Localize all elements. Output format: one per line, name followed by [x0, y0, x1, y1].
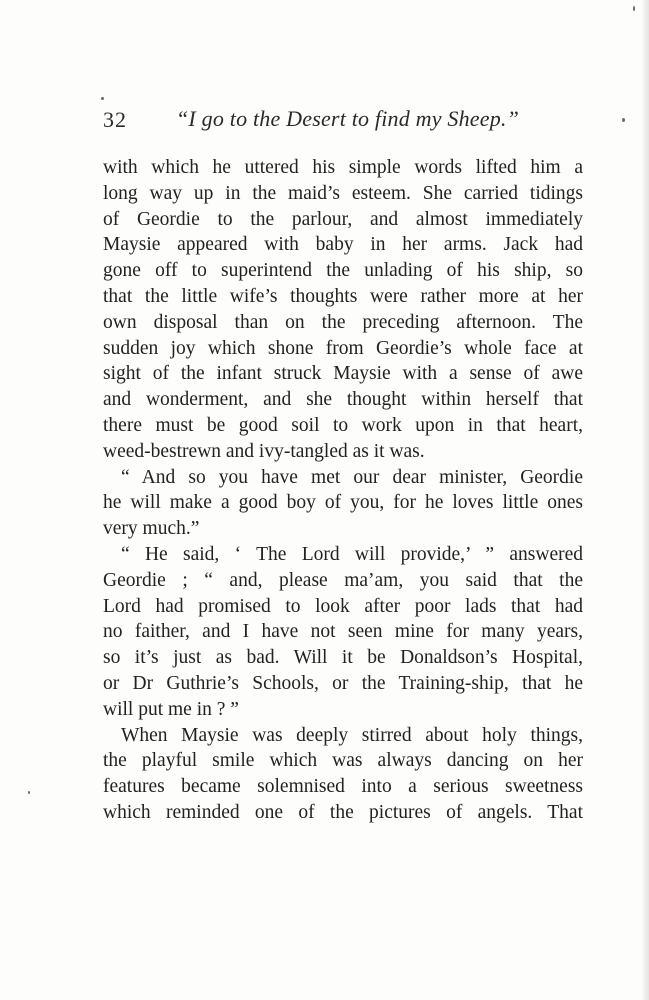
- text-line: so it’s just as bad. Will it be Donaldson’s Hospital,: [103, 647, 583, 669]
- text-line: sudden joy which shone from Geordie’s whole face at: [103, 337, 583, 359]
- text-line: very much.”: [103, 518, 200, 540]
- text-line: he will make a good boy of you, for he loves little ones: [103, 492, 583, 514]
- paper-speck: [101, 97, 104, 100]
- text-line: with which he uttered his simple words lifted him a: [103, 157, 583, 178]
- text-line: weed-bestrewn and ivy-tangled as it was.: [103, 440, 425, 462]
- text-line: long way up in the maid’s esteem. She carried tidings: [103, 182, 583, 204]
- page-header: [103, 103, 553, 137]
- text-line: will put me in ? ”: [103, 698, 239, 720]
- body-text: [103, 155, 583, 826]
- text-line: or Dr Guthrie’s Schools, or the Training-ship, that he: [103, 672, 583, 694]
- text-line: the playful smile which was always dancing on her: [103, 750, 583, 772]
- running-title: “I go to the Desert to find my Sheep.”: [176, 106, 520, 131]
- text-line: “ And so you have met our dear minister, Geordie: [121, 466, 583, 488]
- text-line: no faither, and I have not seen mine for many years,: [103, 621, 583, 643]
- text-line: When Maysie was deeply stirred about holy things,: [121, 724, 583, 746]
- text-line: Geordie ; “ and, please ma’am, you said that the: [103, 569, 583, 591]
- page-edge-shadow: [641, 0, 649, 1000]
- page-number: 32: [103, 107, 127, 132]
- text-line: gone off to superintend the unlading of his ship, so: [103, 260, 583, 282]
- text-line: of Geordie to the parlour, and almost immediately: [103, 208, 583, 230]
- text-line: own disposal than on the preceding afternoon. The: [103, 311, 583, 333]
- text-line: features became solemnised into a serious sweetness: [103, 776, 583, 798]
- text-line: sight of the infant struck Maysie with a sense of awe: [103, 363, 583, 385]
- paper-speck: [622, 118, 625, 122]
- text-line: Maysie appeared with baby in her arms. Jack had: [103, 234, 583, 256]
- text-line: there must be good soil to work upon in that heart,: [103, 414, 583, 436]
- text-line: Lord had promised to look after poor lads that had: [103, 595, 583, 617]
- text-line: which reminded one of the pictures of angels. That: [103, 801, 583, 823]
- text-line: and wonderment, and she thought within herself that: [103, 389, 583, 411]
- paper-speck: [633, 6, 635, 11]
- text-line: “ He said, ‘ The Lord will provide,’ ” answered: [121, 543, 583, 565]
- text-line: that the little wife’s thoughts were rather more at her: [103, 285, 583, 307]
- paper-speck: [28, 791, 30, 794]
